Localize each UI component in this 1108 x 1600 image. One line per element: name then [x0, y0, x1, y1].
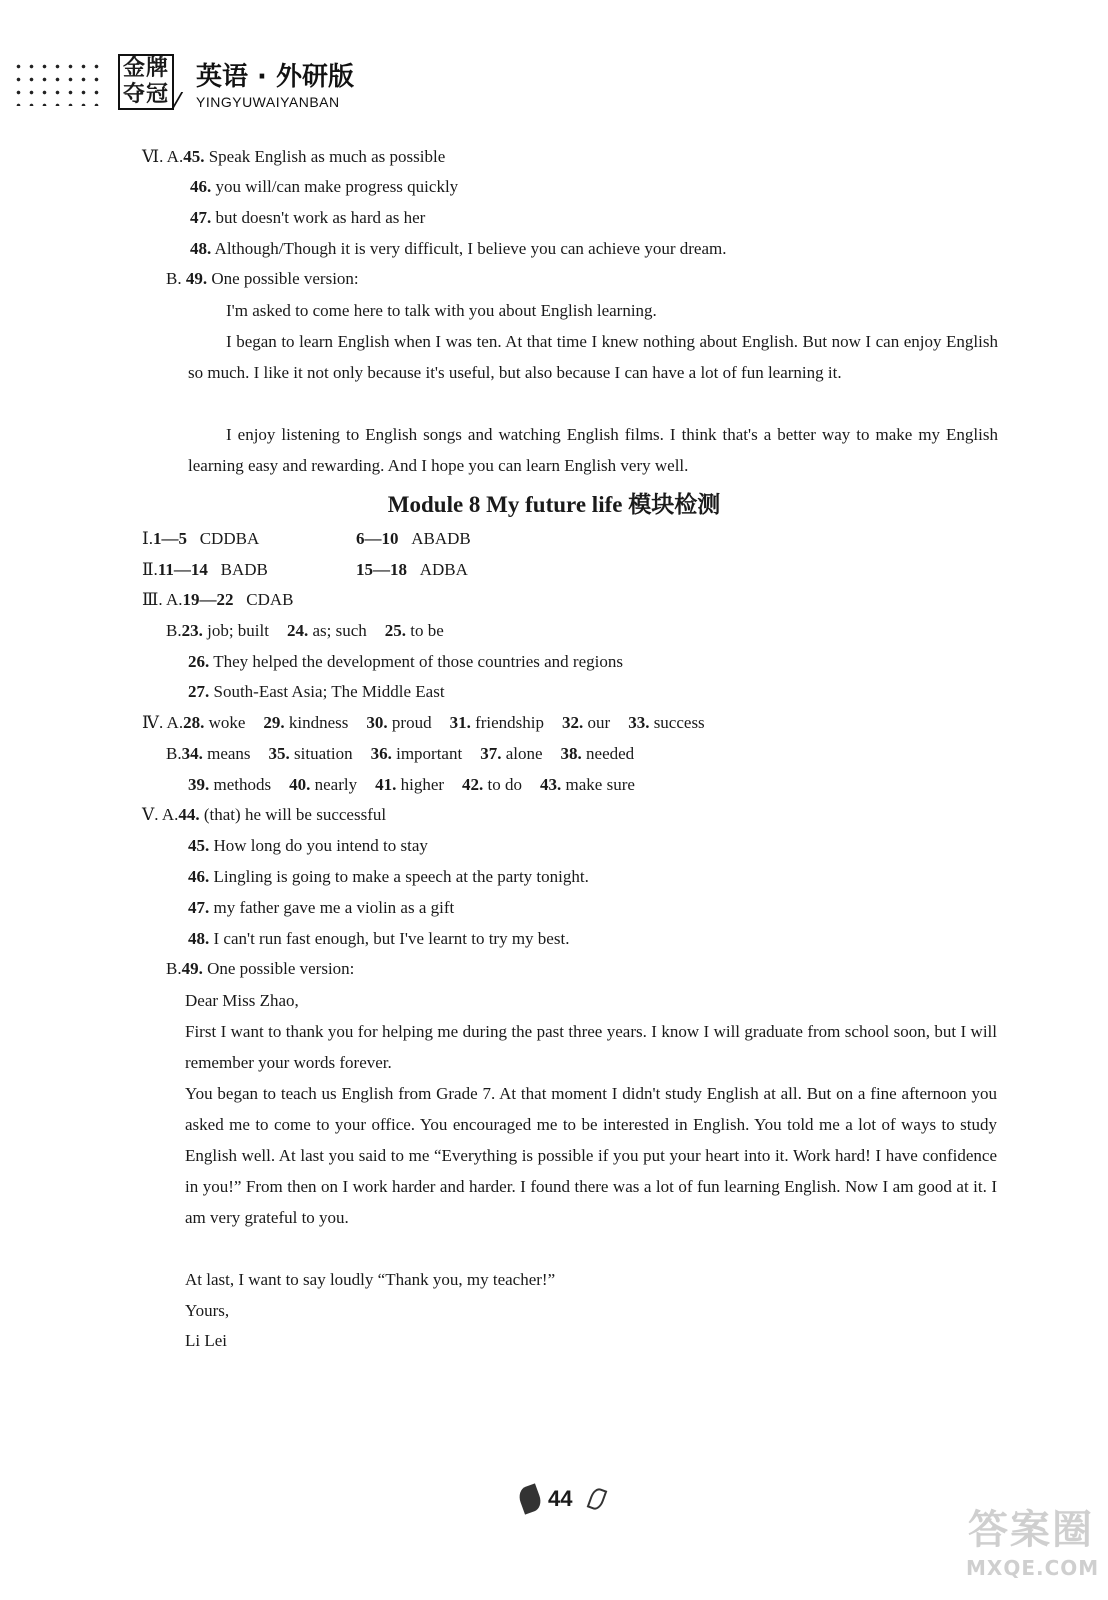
answer-line — [188, 928, 569, 950]
answer-line — [188, 774, 635, 796]
section-label: Ⅱ. — [142, 560, 158, 579]
question-number: 28. — [183, 713, 205, 732]
question-number: 31. — [449, 713, 471, 732]
answer-text: make sure — [565, 775, 635, 794]
question-number: 45. — [183, 147, 205, 166]
answer-text: methods — [213, 775, 272, 794]
essay-paragraph: I'm asked to come here to talk with you about English learning. — [226, 301, 657, 320]
section-label: B. — [166, 744, 182, 763]
question-number: 36. — [370, 744, 392, 763]
question-number: 47. — [188, 898, 210, 917]
question-number: 43. — [540, 775, 562, 794]
answer-line — [188, 866, 589, 888]
answer-text: kindness — [288, 713, 349, 732]
site-watermark — [966, 1506, 1100, 1592]
answer-text: Lingling is going to make a speech at the party tonight. — [209, 867, 589, 886]
section-label: B. — [166, 959, 182, 978]
question-number: 47. — [190, 208, 212, 227]
answer-text: you will/can make progress quickly — [211, 177, 459, 196]
answer-text: ADBA — [419, 560, 468, 579]
answer-line — [188, 835, 428, 857]
question-number: 32. — [562, 713, 584, 732]
letter-greeting: Dear Miss Zhao, — [185, 991, 299, 1010]
question-number: 41. — [375, 775, 397, 794]
answer-line — [188, 651, 623, 673]
question-number: 26. — [188, 652, 210, 671]
answer-text: woke — [208, 713, 246, 732]
answer-text: but doesn't work as hard as her — [211, 208, 426, 227]
answer-text: They helped the development of those countries and regions — [209, 652, 623, 671]
watermark-en: MXQE.COM — [966, 1556, 1100, 1580]
answer-text: situation — [294, 744, 353, 763]
answer-line — [142, 559, 268, 581]
answer-line — [142, 528, 259, 550]
leaf-icon — [516, 1483, 544, 1514]
subject-pinyin: YINGYUWAIYANBAN — [196, 94, 340, 110]
letter-paragraph: At last, I want to say loudly “Thank you, my teacher!” — [185, 1270, 556, 1289]
logo-bottom-text: 夺冠 — [122, 82, 169, 107]
answer-text: BADB — [220, 560, 268, 579]
question-range: 11—14 — [157, 560, 208, 579]
question-number: 46. — [190, 177, 212, 196]
question-range: 6—10 — [356, 529, 399, 548]
answer-text: How long do you intend to stay — [209, 836, 428, 855]
answer-text: One possible version: — [207, 269, 359, 288]
answer-line — [142, 804, 386, 826]
brand-logo — [118, 54, 174, 110]
answer-line — [142, 589, 293, 611]
question-number: 34. — [181, 744, 203, 763]
question-number: 29. — [263, 713, 285, 732]
subject-title: 英语 · 外研版 — [196, 62, 354, 92]
section-label: Ⅳ. A. — [142, 713, 184, 732]
answer-line — [166, 743, 634, 765]
question-number: 30. — [366, 713, 388, 732]
leaf-outline-icon — [587, 1486, 608, 1511]
question-range: 19—22 — [182, 590, 234, 609]
answer-text: CDDBA — [199, 529, 260, 548]
question-number: 49. — [185, 269, 208, 288]
answer-text: nearly — [314, 775, 358, 794]
section-label: B. — [166, 621, 182, 640]
essay-paragraph: I began to learn English when I was ten. At that time I knew nothing about English. But now I can enjoy English so much. I like it not only because it's useful, but also because I can have a lot of fun learning it. — [188, 332, 998, 382]
question-number: 33. — [628, 713, 650, 732]
question-number: 48. — [188, 929, 210, 948]
answer-text: Speak English as much as possible — [204, 147, 446, 166]
answer-text: CDAB — [246, 590, 294, 609]
answer-text: success — [653, 713, 705, 732]
question-number: 46. — [188, 867, 210, 886]
answer-text: to do — [487, 775, 523, 794]
answer-line — [190, 176, 458, 198]
answer-text: higher — [400, 775, 445, 794]
answer-text: my father gave me a violin as a gift — [209, 898, 455, 917]
answer-line — [188, 681, 445, 703]
answer-text: friendship — [475, 713, 545, 732]
answer-text: needed — [586, 744, 635, 763]
answer-text: ABADB — [411, 529, 471, 548]
answer-text: (that) he will be successful — [199, 805, 387, 824]
answer-text: as; such — [312, 621, 367, 640]
answer-line — [142, 712, 705, 734]
answer-text: proud — [391, 713, 432, 732]
answer-text: our — [587, 713, 611, 732]
question-number: 39. — [188, 775, 210, 794]
question-range: 15—18 — [356, 560, 407, 579]
question-number: 25. — [384, 621, 407, 640]
question-number: 37. — [480, 744, 502, 763]
letter-paragraph: You began to teach us English from Grade 7. At that moment I didn't study English at all. But on a fine afternoon you asked me to come to your office. You encouraged me to be interested in English. You told me a lot of ways to study English well. At last you said to me “Everything is possible if you put your heart into it. Work hard! I have confidence in you!” From then on I work harder and harder. I found there was a lot of fun learning English. Now I am good at it. I am very grateful to you. — [185, 1084, 997, 1227]
answer-text: to be — [410, 621, 444, 640]
question-number: 44. — [178, 805, 200, 824]
answer-text: South-East Asia; The Middle East — [209, 682, 445, 701]
section-label: Ⅴ. A. — [142, 805, 179, 824]
question-number: 23. — [181, 621, 203, 640]
question-range: 1—5 — [152, 529, 187, 548]
module-title: Module 8 My future life 模块检测 — [387, 492, 721, 517]
letter-signature: Li Lei — [185, 1331, 228, 1350]
question-number: 49. — [181, 959, 203, 978]
question-number: 48. — [190, 239, 212, 258]
answer-text: alone — [505, 744, 543, 763]
question-number: 38. — [560, 744, 582, 763]
section-label: Ⅲ. A. — [142, 590, 183, 609]
answer-text: means — [207, 744, 251, 763]
answer-line — [356, 559, 468, 581]
question-number: 27. — [188, 682, 210, 701]
answer-line — [166, 620, 444, 642]
watermark-cn: 答案圈 — [968, 1507, 1094, 1553]
answer-line — [190, 238, 726, 260]
answer-line — [190, 207, 425, 229]
letter-closing: Yours, — [185, 1301, 230, 1320]
question-number: 24. — [286, 621, 309, 640]
answer-text: One possible version: — [202, 959, 355, 978]
letter-paragraph: First I want to thank you for helping me during the past three years. I know I will graduate from school soon, but I will remember your words forever. — [185, 1022, 997, 1072]
essay-paragraph: I enjoy listening to English songs and watching English films. I think that's a better way to make my English learning easy and rewarding. And I hope you can learn English very well. — [188, 425, 998, 475]
section-label: B. — [166, 269, 186, 288]
answer-text: job; built — [207, 621, 269, 640]
answer-text: I can't run fast enough, but I've learnt to try my best. — [209, 929, 570, 948]
dot-pattern-decoration — [12, 60, 104, 106]
section-label: Ⅰ. — [142, 529, 153, 548]
question-number: 45. — [188, 836, 210, 855]
answer-line — [166, 958, 354, 980]
answer-line — [166, 268, 359, 290]
answer-text: important — [396, 744, 463, 763]
page-number: 44 — [548, 1486, 573, 1511]
question-number: 42. — [462, 775, 484, 794]
section-label: Ⅵ. A. — [142, 147, 184, 166]
answer-line — [356, 528, 471, 550]
answer-line — [142, 146, 445, 168]
page-header — [0, 40, 1108, 120]
logo-top-text: 金牌 — [122, 56, 169, 81]
answer-text: Although/Though it is very difficult, I believe you can achieve your dream. — [211, 239, 727, 258]
page-footer — [0, 1480, 1108, 1520]
answer-line — [188, 897, 454, 919]
question-number: 35. — [268, 744, 290, 763]
question-number: 40. — [289, 775, 311, 794]
